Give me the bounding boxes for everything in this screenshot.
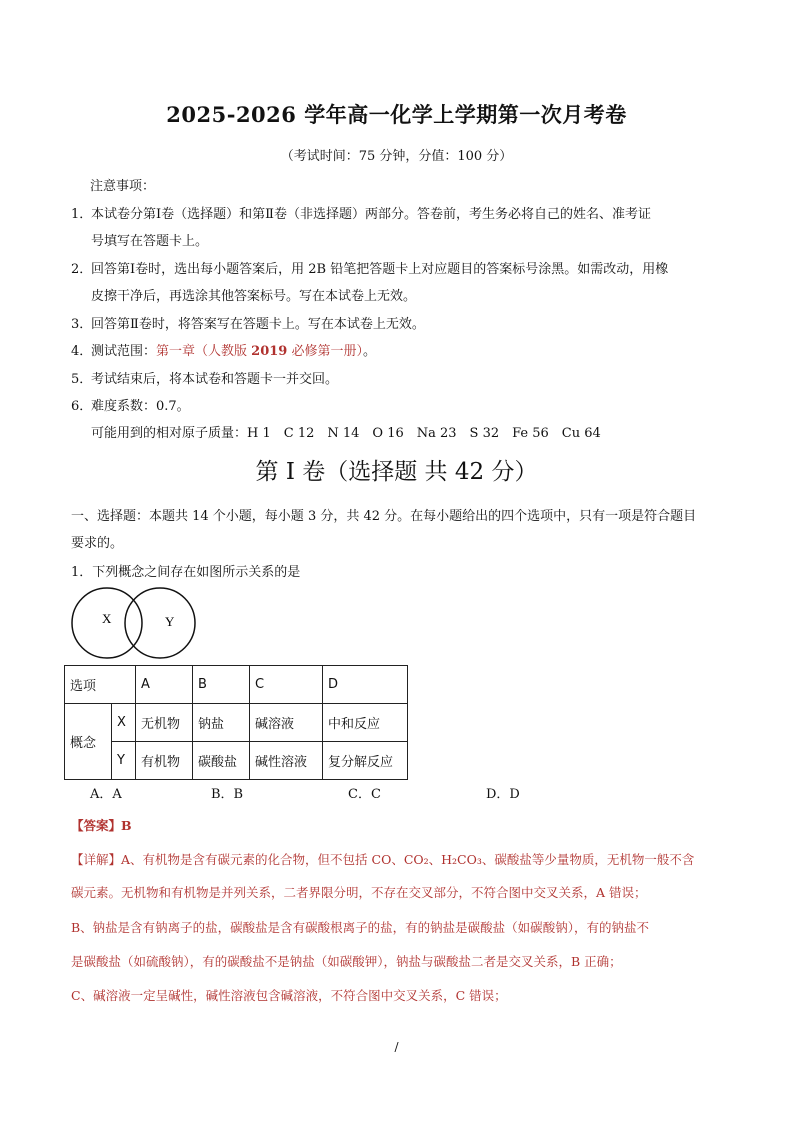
scope-prefix: 测试范围：: [91, 344, 157, 359]
note-item-2-cont: 皮擦干净后，再选涂其他答案标号。写在本试卷上无效。: [91, 289, 417, 304]
note-item-5: [71, 368, 338, 387]
table-cell: 无机物: [136, 704, 193, 742]
note-text: 回答第Ⅰ卷时，选出每小题答案后，用 2B 铅笔把答题卡上对应题目的答案标号涂黑。如需改动，用橡: [91, 262, 669, 277]
note-item-3: [71, 313, 425, 332]
table-row: [65, 666, 408, 704]
table-row: [65, 704, 408, 742]
table-cell: 钠盐: [193, 704, 250, 742]
table-header-option: A: [136, 666, 193, 704]
explanation-line: C、碱溶液一定呈碱性，碱性溶液包含碱溶液，不符合图中交叉关系，C 错误；: [71, 988, 507, 1003]
note-item-2: [71, 258, 668, 277]
section-instruction: 一、选择题：本题共 14 个小题，每小题 3 分，共 42 分。在每小题给出的四个选项中，只有一项是符合题目: [71, 509, 697, 524]
explanation-line: 碳元素。无机物和有机物是并列关系，二者界限分明，不存在交叉部分，不符合图中交叉关系，A 错误；: [71, 885, 647, 900]
scope-text-a: 第一章（人教版: [156, 344, 252, 359]
table-cell: 复分解反应: [323, 742, 408, 780]
scope-text-b: 必修第一册）: [287, 344, 363, 359]
section-title: 第 I 卷（选择题 共 42 分）: [255, 459, 538, 485]
table-row-group-label: 概念: [65, 704, 112, 780]
venn-label-y: Y: [165, 614, 175, 629]
atomic-masses: 可能用到的相对原子质量：H 1 C 12 N 14 O 16 Na 23 S 32 Fe 56 Cu 64: [91, 426, 601, 441]
scope-suffix: 。: [362, 344, 376, 359]
note-text: 考试结束后，将本试卷和答题卡一并交回。: [91, 372, 339, 387]
note-text: 难度系数：0.7。: [91, 399, 190, 414]
scope-year: 2019: [251, 344, 288, 359]
note-number: 3．: [71, 317, 93, 332]
note-item-1-cont: 号填写在答题卡上。: [91, 234, 209, 249]
exam-subtitle: （考试时间：75 分钟，分值：100 分）: [280, 149, 513, 164]
table-row: [65, 742, 408, 780]
exam-title: 2025-2026 学年高一化学上学期第一次月考卷: [166, 102, 627, 127]
note-number: 6．: [71, 399, 93, 414]
table-row-key: X: [111, 704, 135, 742]
venn-label-x: X: [102, 611, 112, 626]
note-number: 5．: [71, 372, 93, 387]
scope-text: [156, 344, 363, 359]
table-header-option: C: [250, 666, 323, 704]
explanation-line: 是碳酸盐（如硫酸钠），有的碳酸盐不是钠盐（如碳酸钾），钠盐与碳酸盐二者是交叉关系，B 正确；: [71, 954, 622, 969]
notes-heading: 注意事项：: [90, 179, 156, 194]
answer: 【答案】B: [71, 818, 132, 833]
note-text: 回答第Ⅱ卷时，将答案写在答题卡上。写在本试卷上无效。: [91, 317, 425, 332]
choice-a: A．A: [90, 787, 122, 802]
table-cell: 碱性溶液: [250, 742, 323, 780]
explanation-line: 【详解】A、有机物是含有碳元素的化合物，但不包括 CO、CO₂、H₂CO₃、碳酸盐等少量物质，无机物一般不含: [71, 852, 695, 867]
note-item-4: [71, 340, 376, 359]
venn-diagram: [70, 586, 200, 661]
note-number: 1．: [71, 207, 93, 222]
note-text: 本试卷分第Ⅰ卷（选择题）和第Ⅱ卷（非选择题）两部分。答卷前，考生务必将自己的姓名、准考证: [91, 207, 651, 222]
section-instruction-cont: 要求的。: [71, 536, 124, 551]
note-item-1: [71, 203, 651, 222]
note-number: 4．: [71, 344, 93, 359]
choice-c: C．C: [348, 787, 381, 802]
choice-d: D．D: [486, 787, 520, 802]
note-number: 2．: [71, 262, 93, 277]
explanation-line: B、钠盐是含有钠离子的盐，碳酸盐是含有碳酸根离子的盐，有的钠盐是碳酸盐（如碳酸钠），有的钠盐不: [71, 920, 649, 935]
table-cell: 碱溶液: [250, 704, 323, 742]
table-header-label: 选项: [65, 666, 136, 704]
page-footer-mark: /: [394, 1040, 399, 1054]
choice-b: B．B: [211, 787, 244, 802]
options-table: [64, 665, 408, 780]
question-1-stem: 1．下列概念之间存在如图所示关系的是: [71, 565, 301, 580]
table-cell: 碳酸盐: [193, 742, 250, 780]
table-cell: 中和反应: [323, 704, 408, 742]
table-cell: 有机物: [136, 742, 193, 780]
venn-circle-y: [125, 588, 195, 658]
table-header-option: B: [193, 666, 250, 704]
table-row-key: Y: [111, 742, 135, 780]
note-item-6: [71, 395, 190, 414]
table-header-option: D: [323, 666, 408, 704]
